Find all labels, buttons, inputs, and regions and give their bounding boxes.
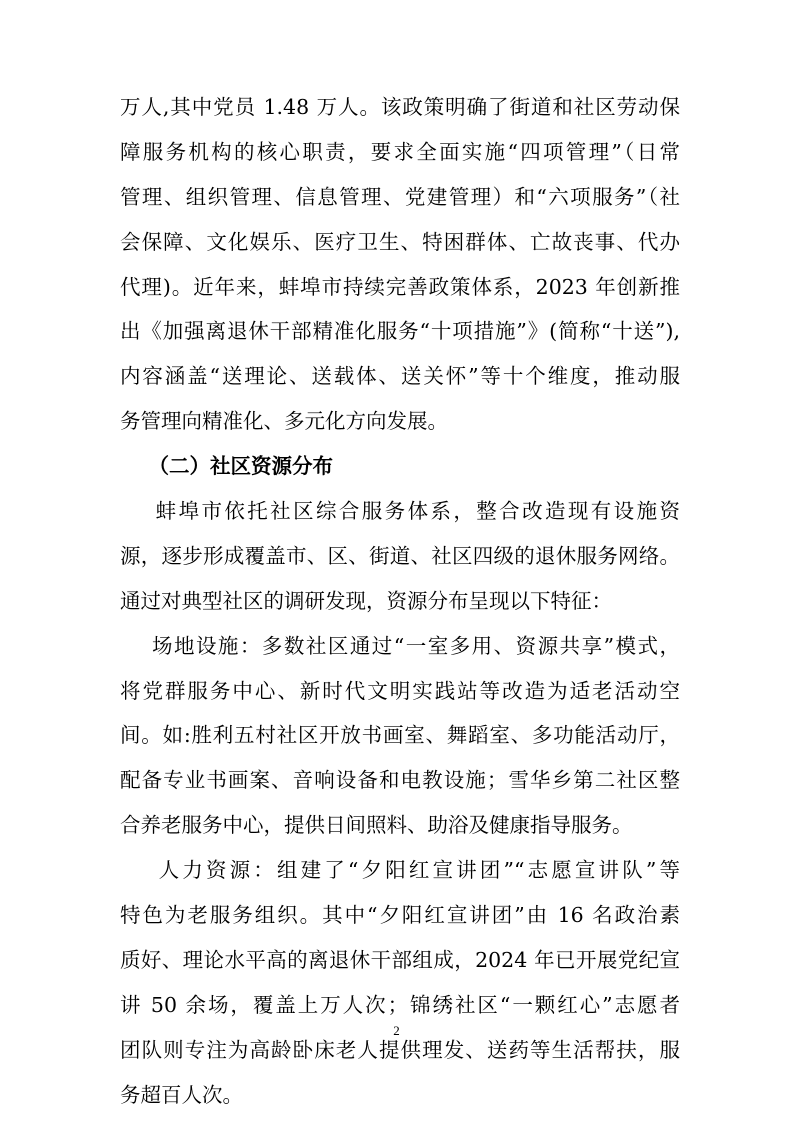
text-line: 团队则专注为高龄卧床老人提供理发、送药等生活帮扶，服 bbox=[120, 1037, 680, 1062]
text-line: 质好、理论水平高的离退休干部组成，2024 年已开展党纪宣 bbox=[120, 947, 680, 972]
text-line: 会保障、文化娱乐、医疗卫生、特困群体、亡故丧事、代办 bbox=[120, 229, 680, 254]
text-line: 万人,其中党员 1.48 万人。该政策明确了街道和社区劳动保 bbox=[120, 95, 680, 119]
text-line: 将党群服务中心、新时代文明实践站等改造为适老活动空 bbox=[120, 678, 680, 703]
text-line: 务管理向精准化、多元化方向发展。 bbox=[120, 409, 448, 434]
text-line: 场地设施：多数社区通过“一室多用、资源共享”模式， bbox=[120, 633, 680, 658]
text-line: 务超百人次。 bbox=[120, 1082, 243, 1107]
body-text bbox=[120, 85, 680, 1117]
text-line: 障服务机构的核心职责，要求全面实施“四项管理”（日常 bbox=[120, 139, 680, 164]
text-line: 间。如:胜利五村社区开放书画室、舞蹈室、多功能活动厅， bbox=[120, 723, 680, 748]
text-line: 配备专业书画案、音响设备和电教设施；雪华乡第二社区整 bbox=[120, 768, 680, 793]
text-line: 内容涵盖“送理论、送载体、送关怀”等十个维度，推动服 bbox=[120, 364, 680, 389]
text-line: 代理)。近年来，蚌埠市持续完善政策体系，2023 年创新推 bbox=[120, 274, 680, 299]
text-line: 管理、组织管理、信息管理、党建管理）和“六项服务”（社 bbox=[120, 184, 680, 209]
text-line: 源，逐步形成覆盖市、区、街道、社区四级的退休服务网络。 bbox=[120, 543, 680, 568]
text-line: 出《加强离退休干部精准化服务“十项措施”》(简称“十送”), bbox=[120, 319, 680, 344]
text-line: 人力资源：组建了“夕阳红宣讲团”“志愿宣讲队”等 bbox=[120, 858, 680, 883]
section-heading: （二）社区资源分布 bbox=[120, 454, 334, 479]
text-line: 通过对典型社区的调研发现，资源分布呈现以下特征： bbox=[120, 588, 612, 613]
text-line: 合养老服务中心，提供日间照料、助浴及健康指导服务。 bbox=[120, 813, 633, 838]
text-line: 特色为老服务组织。其中“夕阳红宣讲团”由 16 名政治素 bbox=[120, 903, 680, 928]
text-line: 讲 50 余场，覆盖上万人次；锦绣社区“一颗红心”志愿者 bbox=[120, 992, 680, 1017]
page-number: 2 bbox=[393, 1023, 400, 1038]
text-line: 蚌埠市依托社区综合服务体系，整合改造现有设施资 bbox=[120, 499, 680, 524]
